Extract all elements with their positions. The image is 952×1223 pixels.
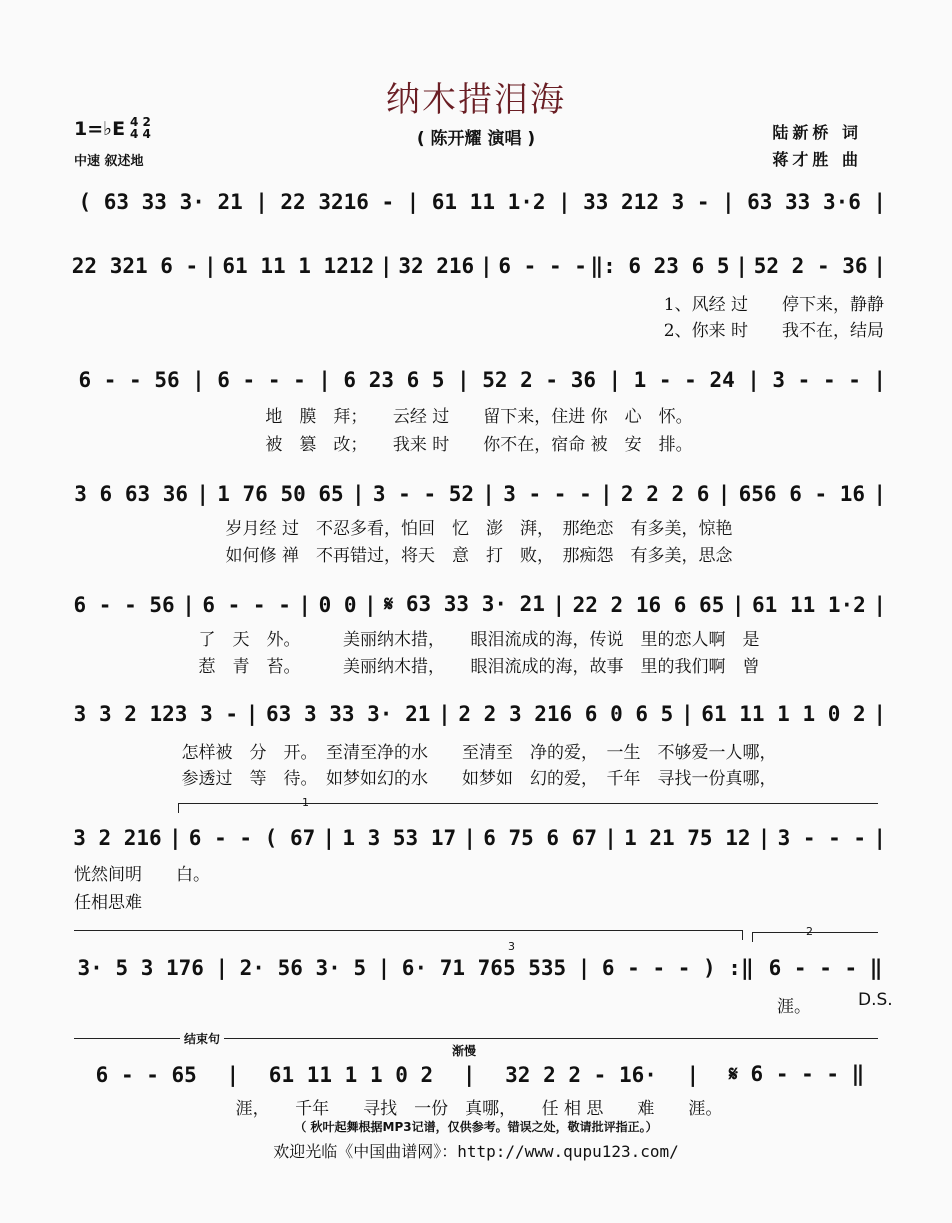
measure: 32 2 2 - 16·	[505, 1062, 657, 1087]
measure: 6 - - 65	[95, 1062, 197, 1087]
measure: 61 11 1 1212	[222, 254, 375, 278]
singer-credit: ( 陈开耀 演唱 )	[416, 129, 536, 149]
footer-link-text: 欢迎光临《中国曲谱网》：http://www.qupu123.com/	[273, 1142, 679, 1161]
lyric-line: 参透过 等 待。 如梦如幻的水 如梦如 幻的爱， 千年 寻找一份真哪，	[181, 769, 777, 789]
ds-marking: D.S.	[858, 990, 893, 1010]
lyric-line: 恍然间明 白。	[74, 865, 210, 885]
score-system-1: ( 63 33 3· 21 | 22 3216 - | 61 11 1·2 | 33 212 3 - | 63 33 3·6 |	[70, 190, 890, 214]
measure: 656 6 - 16	[738, 482, 866, 506]
measure: 22 2 16 6 65	[572, 592, 725, 617]
key-signature: 1=♭E	[74, 118, 126, 140]
lyric-line: 如何修 禅 不再错过，将天 意 打 败， 那痴怨 有多美，思念	[225, 546, 733, 566]
score-system-8: 3· 5 3 176 | 2· 56 3· 5 | 6· 71 765 535 | 6 - - - ) :‖ 6 - - - ‖	[70, 956, 890, 980]
measure: 61 11 1·2	[431, 190, 546, 214]
measure: 33 212 3 -	[583, 190, 710, 214]
measure: 𝄋 63 33 3· 21	[384, 592, 545, 616]
time-signature: 4 2 4 4	[130, 115, 151, 141]
measure: 1 3 53 17	[342, 826, 457, 850]
measure: 3 3 2 123 3 -	[73, 702, 239, 726]
lyric-line: 了 天 外。 美丽纳木措， 眼泪流成的海，传说 里的恋人啊 是	[198, 630, 760, 650]
measure: 6 - - -	[498, 254, 587, 278]
measure: 3 - - -	[503, 482, 592, 506]
volta-1-bracket	[178, 803, 878, 804]
lyric-line: 被 篡 改； 我来 时 你不在，宿命 被 安 排。	[265, 435, 693, 455]
measure: 61 11 1·2	[752, 592, 866, 617]
volta-1-label: 1	[302, 796, 309, 809]
measure: 3 - - -	[777, 826, 867, 850]
lyric-line: 地 膜 拜； 云经 过 留下来，住进 你 心 怀。	[265, 407, 693, 427]
triplet-mark: 3	[508, 940, 515, 953]
measure: 6 - - 56	[73, 592, 175, 617]
volta-2-label: 2	[806, 925, 813, 938]
volta-1-bracket-end	[178, 803, 179, 813]
measure: 6· 71 765 535	[401, 956, 567, 980]
measure: 3 2 216	[73, 826, 162, 850]
volta-2-bracket-end	[752, 932, 753, 942]
measure: 2· 56 3· 5	[239, 956, 367, 980]
composer-credit: 蒋才胜 曲	[772, 150, 862, 169]
lyric-line: 1、风经 过 停下来，静静	[663, 295, 884, 315]
measure: 3 - - -	[772, 368, 861, 392]
measure: 3 - - 52	[372, 482, 475, 506]
measure: 3· 5 3 176	[77, 956, 204, 980]
measure: 63 33 3·6	[747, 190, 861, 214]
volta-1-continuation	[74, 930, 742, 931]
lyric-line: 任相思难	[74, 893, 142, 913]
measure: 52 2 - 36	[753, 254, 868, 278]
measure: 22 321 6 -	[71, 254, 199, 278]
measure: ( 63 33 3· 21	[78, 190, 243, 214]
lyric-line: 涯。	[777, 997, 811, 1017]
measure: 52 2 - 36	[482, 368, 596, 392]
score-system-3: 6 - - 56 | 6 - - - | 6 23 6 5 | 52 2 - 36 | 1 - - 24 | 3 - - - |	[70, 368, 890, 392]
lyric-line: 2、你来 时 我不在，结局	[663, 321, 884, 341]
volta-1-close	[742, 930, 743, 940]
measure: 6 23 6 5	[343, 368, 445, 392]
lyric-line: 惹 青 苔。 美丽纳木措， 眼泪流成的海，故事 里的我们啊 曾	[198, 657, 760, 677]
measure: 6 - - -	[217, 368, 306, 392]
score-system-7: 3 2 216 | 6 - - ( 67 | 1 3 53 17 | 6 75 6 67 | 1 21 75 12 | 3 - - - |	[70, 826, 890, 850]
measure: 61 11 1 1 0 2	[268, 1062, 434, 1087]
measure: 6 - - ( 67	[188, 826, 316, 850]
ending-label: 结束句	[180, 1030, 224, 1047]
measure: 3 6 63 36	[74, 482, 189, 506]
song-title: 纳木措泪海	[386, 80, 566, 120]
volta-2-bracket	[752, 932, 878, 933]
transcription-note: （ 秋叶起舞根据MP3记谱，仅供参考。错误之处，敬请批评指正。）	[294, 1120, 658, 1134]
measure: 32 216	[398, 254, 475, 278]
tempo-marking: 中速 叙述地	[74, 154, 144, 169]
score-system-2: 22 321 6 - | 61 11 1 1212 | 32 216 | 6 - - - ‖: 6 23 6 5 | 52 2 - 36 |	[71, 254, 886, 278]
score-system-4: 3 6 63 36 | 1 76 50 65 | 3 - - 52 | 3 - - - | 2 2 2 6 | 656 6 - 16 |	[70, 482, 890, 506]
measure: 61 11 1 1 0 2	[701, 702, 866, 726]
measure: 22 3216 -	[280, 190, 395, 214]
measure: 0 0	[318, 592, 357, 617]
measure: 6 - - - ) :‖	[601, 956, 754, 980]
measure: 1 21 75 12	[624, 826, 751, 850]
measure: 6 - - -	[202, 592, 291, 617]
lyric-line: 岁月经 过 不忍多看，怕回 忆 澎 湃， 那绝恋 有多美，惊艳	[225, 519, 733, 539]
measure: 63 3 33 3· 21	[266, 702, 431, 726]
measure: 2 2 3 216 6 0 6 5	[458, 702, 674, 726]
measure: 1 76 50 65	[217, 482, 344, 506]
score-system-5: 6 - - 56 | 6 - - - | 0 0 | 𝄋 63 33 3· 21 | 22 2 16 6 65 | 61 11 1·2 |	[70, 592, 890, 617]
measure: ‖: 6 23 6 5	[590, 254, 730, 278]
measure: 1 - - 24	[633, 368, 735, 392]
measure: 6 - - 56	[78, 368, 180, 392]
measure: 6 - - - ‖	[768, 956, 883, 980]
lyric-line: 怎样被 分 开。 至清至净的水 至清至 净的爱， 一生 不够爱一人哪，	[181, 743, 777, 763]
score-system-6: 3 3 2 123 3 - | 63 3 33 3· 21 | 2 2 3 216 6 0 6 5 | 61 11 1 1 0 2 |	[70, 702, 890, 726]
lyricist-credit: 陆新桥 词	[772, 123, 862, 142]
lyric-line: 涯， 千年 寻找 一份 真哪， 任 相 思 难 涯。	[235, 1099, 723, 1119]
measure: 6 75 6 67	[483, 826, 597, 850]
score-system-9: 6 - - 65 | 61 11 1 1 0 2 | 32 2 2 - 16· | 𝄋 6 - - - ‖	[70, 1062, 890, 1087]
ritard-marking: 渐慢	[452, 1044, 477, 1058]
measure: 𝄋 6 - - - ‖	[728, 1062, 865, 1086]
measure: 2 2 2 6	[620, 482, 710, 506]
